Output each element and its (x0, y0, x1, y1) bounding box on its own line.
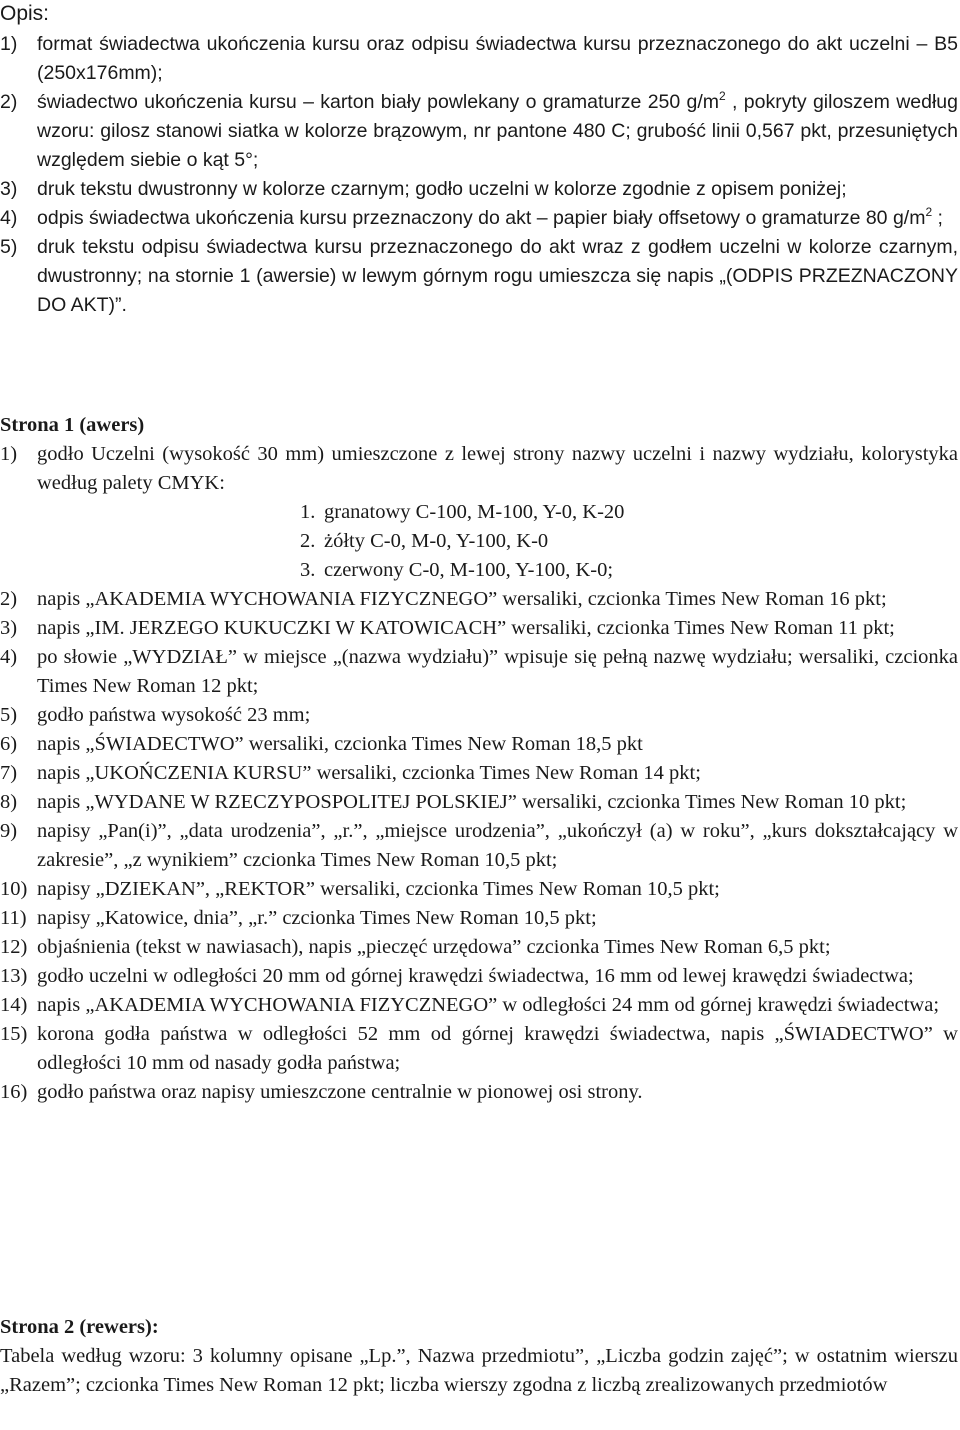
item-number: 2) (0, 91, 18, 113)
item-text: korona godła państwa w odległości 52 mm od górnej krawędzi świadectwa, napis „ŚWIADECTWO” w odległości 10 mm od nasady godła państwa; (37, 1023, 958, 1074)
item-number: 5) (0, 236, 18, 258)
item-number: 5) (0, 704, 18, 726)
item-text: napisy „Pan(i)”, „data urodzenia”, „r.”, „miejsce urodzenia”, „ukończył (a) w roku”, „kurs dokształcający w zakresie”, „z wynikiem” czcionka Times New Roman 10,5 pkt; (37, 820, 958, 871)
strona1-item-16 (0, 1078, 958, 1107)
item-text: napis „AKADEMIA WYCHOWANIA FIZYCZNEGO” w odległości 24 mm od górnej krawędzi świadectwa; (37, 994, 940, 1016)
color-item-3 (300, 556, 958, 585)
item-text: napis „ŚWIADECTWO” wersaliki, czcionka Times New Roman 18,5 pkt (37, 733, 643, 755)
color-number: 3. (300, 559, 316, 581)
item-number: 16) (0, 1081, 28, 1103)
item-number: 15) (0, 1023, 28, 1045)
item-text: format świadectwa ukończenia kursu oraz odpisu świadectwa kursu przeznaczonego do akt uczelni – B5 (250x176mm); (37, 33, 958, 84)
item-number: 4) (0, 207, 18, 229)
strona1-item-15 (0, 1020, 958, 1078)
strona1-item-2 (0, 585, 958, 614)
item-number: 10) (0, 878, 28, 900)
item-number: 6) (0, 733, 18, 755)
strona1-heading: Strona 1 (awers) (0, 414, 145, 436)
strona1-item-14 (0, 991, 958, 1020)
item-text: druk tekstu odpisu świadectwa kursu przeznaczonego do akt wraz z godłem uczelni w kolorze czarnym, dwustronny; na stornie 1 (awersie) w lewym górnym rogu umieszcza się napis „(ODPIS PRZEZNACZONY DO AKT)”. (37, 236, 958, 316)
item-number: 11) (0, 907, 27, 929)
item-text: druk tekstu dwustronny w kolorze czarnym; godło uczelni w kolorze zgodnie z opisem poniżej; (37, 178, 847, 200)
item-text: godło uczelni w odległości 20 mm od górnej krawędzi świadectwa, 16 mm od lewej krawędzi świadectwa; (37, 965, 914, 987)
strona1-item-13 (0, 962, 958, 991)
color-number: 2. (300, 530, 316, 552)
color-number: 1. (300, 501, 316, 523)
item-text-b: ; (932, 207, 943, 229)
item-number: 3) (0, 617, 18, 639)
color-text: czerwony C-0, M-100, Y-100, K-0; (324, 559, 614, 581)
strona1-item-11 (0, 904, 958, 933)
item-text: godło Uczelni (wysokość 30 mm) umieszczone z lewej strony nazwy uczelni i nazwy wydziału, kolorystyka według palety CMYK: (37, 443, 958, 494)
item-text-a: odpis świadectwa ukończenia kursu przeznaczony do akt – papier biały offsetowy o gramaturze 80 g/m (37, 207, 926, 229)
superscript: 2 (925, 205, 933, 219)
strona1-item-4 (0, 643, 958, 701)
color-item-2 (300, 527, 958, 556)
color-text: granatowy C-100, M-100, Y-0, K-20 (324, 501, 625, 523)
strona1-item-7 (0, 759, 958, 788)
item-number: 7) (0, 762, 18, 784)
color-item-1 (300, 498, 958, 527)
item-number: 9) (0, 820, 18, 842)
item-text: napisy „DZIEKAN”, „REKTOR” wersaliki, czcionka Times New Roman 10,5 pkt; (37, 878, 720, 900)
item-text: napis „AKADEMIA WYCHOWANIA FIZYCZNEGO” wersaliki, czcionka Times New Roman 16 pkt; (37, 588, 887, 610)
opis-heading: Opis: (0, 2, 50, 25)
item-number: 1) (0, 443, 18, 465)
strona1-item-8 (0, 788, 958, 817)
item-text-b: , pokryty giloszem według wzoru: gilosz stanowi siatka w kolorze brązowym, nr pantone 480 C; grubość linii 0,567 pkt, przesuniętych względem siebie o kąt 5°; (37, 91, 958, 171)
item-number: 13) (0, 965, 28, 987)
cmyk-color-list (0, 498, 958, 585)
item-text: napis „WYDANE W RZECZYPOSPOLITEJ POLSKIEJ” wersaliki, czcionka Times New Roman 10 pkt; (37, 791, 907, 813)
item-number: 12) (0, 936, 28, 958)
item-text: godło państwa oraz napisy umieszczone centralnie w pionowej osi strony. (37, 1081, 643, 1103)
strona1-item-5 (0, 701, 958, 730)
opis-item-3 (0, 175, 958, 204)
item-text: napis „IM. JERZEGO KUKUCZKI W KATOWICACH” wersaliki, czcionka Times New Roman 11 pkt; (37, 617, 895, 639)
opis-item-5 (0, 233, 958, 320)
strona1-item-1 (0, 440, 958, 498)
strona1-section (0, 411, 958, 1107)
item-text: po słowie „WYDZIAŁ” w miejsce „(nazwa wydziału)” wpisuje się pełną nazwę wydziału; wersaliki, czcionka Times New Roman 12 pkt; (37, 646, 958, 697)
opis-item-2 (0, 88, 958, 175)
item-number: 1) (0, 33, 18, 55)
color-text: żółty C-0, M-0, Y-100, K-0 (324, 530, 549, 552)
strona2-section (0, 1313, 958, 1400)
item-number: 3) (0, 178, 18, 200)
strona1-item-10 (0, 875, 958, 904)
opis-list (0, 30, 958, 320)
item-number: 14) (0, 994, 28, 1016)
superscript: 2 (719, 89, 726, 103)
strona1-item-3 (0, 614, 958, 643)
opis-item-4 (0, 204, 958, 233)
strona2-text: Tabela według wzoru: 3 kolumny opisane „Lp.”, Nazwa przedmiotu”, „Liczba godzin zajęć”; w ostatnim wierszu „Razem”; czcionka Times New Roman 12 pkt; liczba wierszy zgodna z liczbą zrealizowanych przedmiotów (0, 1345, 958, 1396)
item-text: objaśnienia (tekst w nawiasach), napis „pieczęć urzędowa” czcionka Times New Roman 6,5 pkt; (37, 936, 831, 958)
item-text: napis „UKOŃCZENIA KURSU” wersaliki, czcionka Times New Roman 14 pkt; (37, 762, 701, 784)
strona1-item-6 (0, 730, 958, 759)
strona1-item-12 (0, 933, 958, 962)
item-text-a: świadectwo ukończenia kursu – karton biały powlekany o gramaturze 250 g/m (37, 91, 720, 113)
strona2-heading: Strona 2 (rewers): (0, 1316, 159, 1338)
opis-item-1 (0, 30, 958, 88)
item-text: napisy „Katowice, dnia”, „r.” czcionka Times New Roman 10,5 pkt; (37, 907, 597, 929)
item-text: godło państwa wysokość 23 mm; (37, 704, 311, 726)
item-number: 8) (0, 791, 18, 813)
item-number: 4) (0, 646, 18, 668)
item-number: 2) (0, 588, 18, 610)
strona1-item-9 (0, 817, 958, 875)
